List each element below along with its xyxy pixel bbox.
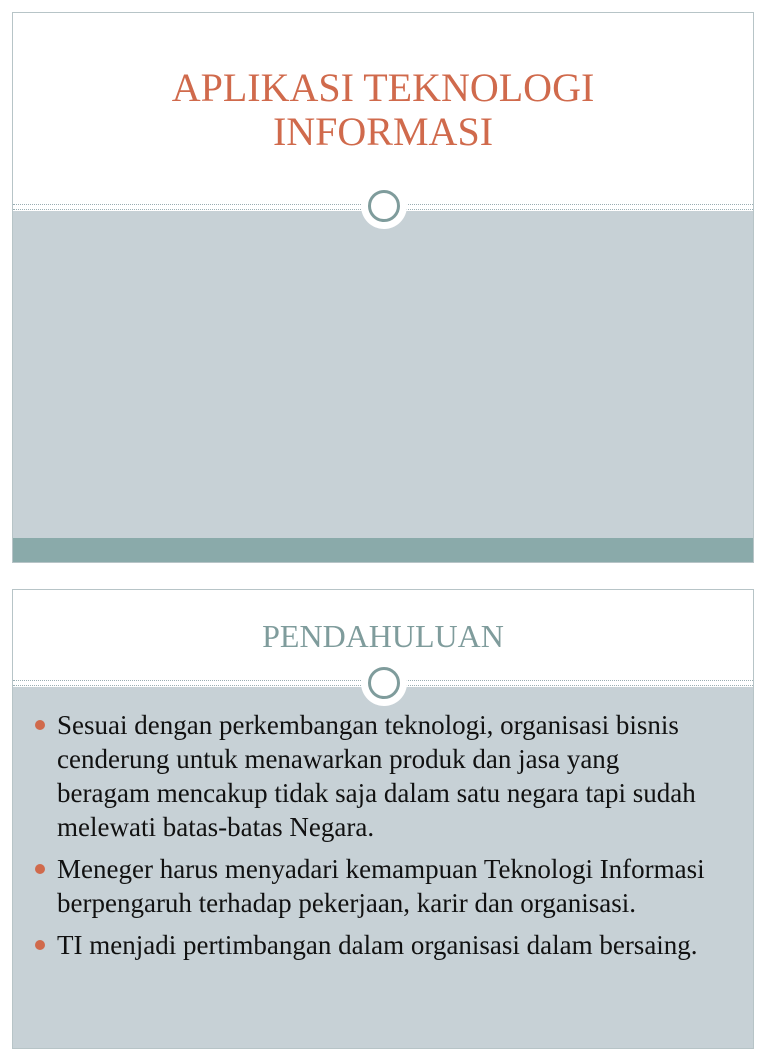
content-panel xyxy=(13,211,753,538)
footer-band xyxy=(13,538,753,563)
bullet-text: Meneger harus menyadari kemampuan Teknologi Informasi berpengaruh terhadap pekerjaan, karir dan organisasi. xyxy=(57,854,705,918)
list-item xyxy=(13,928,753,962)
list-item xyxy=(13,852,753,920)
slide-title-heading xyxy=(172,64,595,154)
slide-heading: PENDAHULUAN xyxy=(262,617,504,654)
bullet-text: TI menjadi pertimbangan dalam organisasi dalam bersaing. xyxy=(57,930,698,960)
bullet-list xyxy=(13,708,753,970)
slide-title-area xyxy=(13,13,753,205)
bullet-dot-icon xyxy=(35,720,45,730)
slide-title xyxy=(12,12,754,563)
bullet-text: Sesuai dengan perkembangan teknologi, organisasi bisnis cenderung untuk menawarkan produk dan jasa yang beragam mencakup tidak saja dalam satu negara tapi sudah melewati batas-batas Negara. xyxy=(57,710,696,842)
title-line-1: APLIKASI TEKNOLOGI xyxy=(171,65,595,110)
ring-ornament-icon xyxy=(361,183,407,229)
title-line-2: INFORMASI xyxy=(272,109,494,154)
ring-ornament-icon xyxy=(361,660,407,706)
bullet-dot-icon xyxy=(35,940,45,950)
list-item xyxy=(13,708,753,844)
slide-pendahuluan xyxy=(12,589,754,1049)
bullet-dot-icon xyxy=(35,864,45,874)
